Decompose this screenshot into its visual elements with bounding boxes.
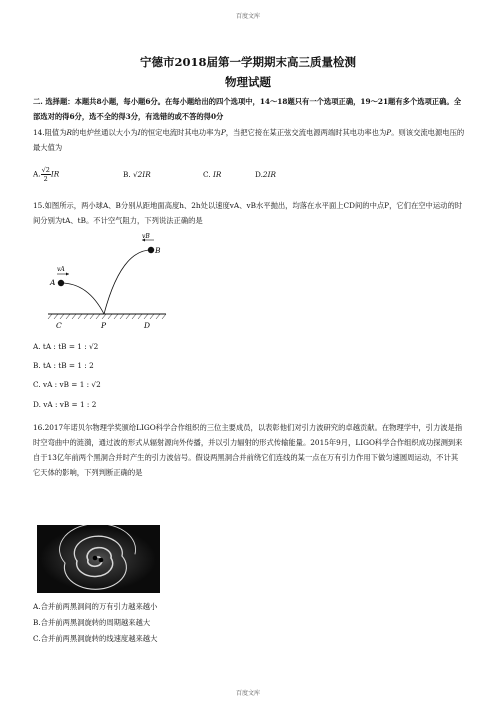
q15-option-d: D. vA : vB = 1 : 2 <box>33 400 97 409</box>
q15-option-a: A. tA : tB = 1 : √2 <box>33 342 99 351</box>
label-d: D <box>144 321 151 330</box>
ball-a <box>58 280 64 286</box>
header-watermark: 百度文库 <box>235 13 260 20</box>
label-c: C <box>56 321 62 330</box>
ball-b <box>148 247 154 253</box>
q15-option-b: B. tA : tB = 1 : 2 <box>33 361 94 370</box>
label-b: B <box>155 246 161 255</box>
q15-figure <box>44 232 174 332</box>
trajectory-b <box>104 250 151 314</box>
q16-option-a: A.合并前两黑洞间的万有引力越来越小 <box>33 602 158 611</box>
q16-option-c: C.合并前两黑洞旋转的线速度越来越大 <box>33 634 158 643</box>
q14-option-b: B. √2IR <box>123 170 151 179</box>
trajectory-a <box>61 283 104 314</box>
black-hole-merger-image <box>37 525 160 593</box>
page-title: 宁德市2018届第一学期期末高三质量检测 <box>139 55 356 69</box>
label-vb: vB <box>142 233 150 240</box>
label-p: P <box>101 321 107 330</box>
page-subtitle: 物理试题 <box>225 75 271 89</box>
label-va: vA <box>57 266 65 273</box>
q16-stem: 16.2017年诺贝尔物理学奖颁给LIGO科学合作组织的三位主要成员，以表彰他们对引力波研究的卓越贡献。在物理学中，引力波是指时空弯曲中的涟漪，通过波的形式从辐射源向外传播，并以引力辐射的形式传输能量。2015年9月，LIGO科学合作组织成功探测到来自于13亿年前两个黑洞合并时产生的引力波信号。假设两黑洞合并前绕它们连线的某一点在万有引力作用下做匀速圆周运动，不计其它天体的影响，下列判断正确的是 <box>33 423 463 477</box>
q14-stem: 14.阻值为R的电炉丝通以大小为I的恒定电流时其电功率为P，当把它接在某正弦交流电源两端时其电功率也为P。则该交流电源电压的最大值为 <box>33 128 465 152</box>
section-heading: 二. 选择题：本题共8小题，每小题6分。在每小题给出的四个选项中，14～18题只有一个选项正确，19～21题有多个选项正确。全部选对的得6分，选不全的得3分，有选错的或不答的得0分 <box>33 97 461 121</box>
footer-watermark: 百度文库 <box>235 690 260 697</box>
label-a: A <box>50 278 56 287</box>
q14-option-c: C. IR <box>203 170 222 179</box>
q16-option-b: B.合并前两黑洞旋转的周期越来越大 <box>33 618 151 627</box>
q15-option-c: C. vA : vB = 1 : √2 <box>33 380 101 389</box>
q15-stem: 15.如图所示，两小球A、B分别从距地面高度h、2h处以速度vA、vB水平抛出，均落在水平面上CD间的中点P，它们在空中运动的时间分别为tA、tB。不计空气阻力，下列说法正确的是 <box>33 201 463 225</box>
q14-option-d: D.2IR <box>255 170 276 179</box>
q14-option-a: A. $\frac{√2}{2}$ IR <box>33 166 60 183</box>
